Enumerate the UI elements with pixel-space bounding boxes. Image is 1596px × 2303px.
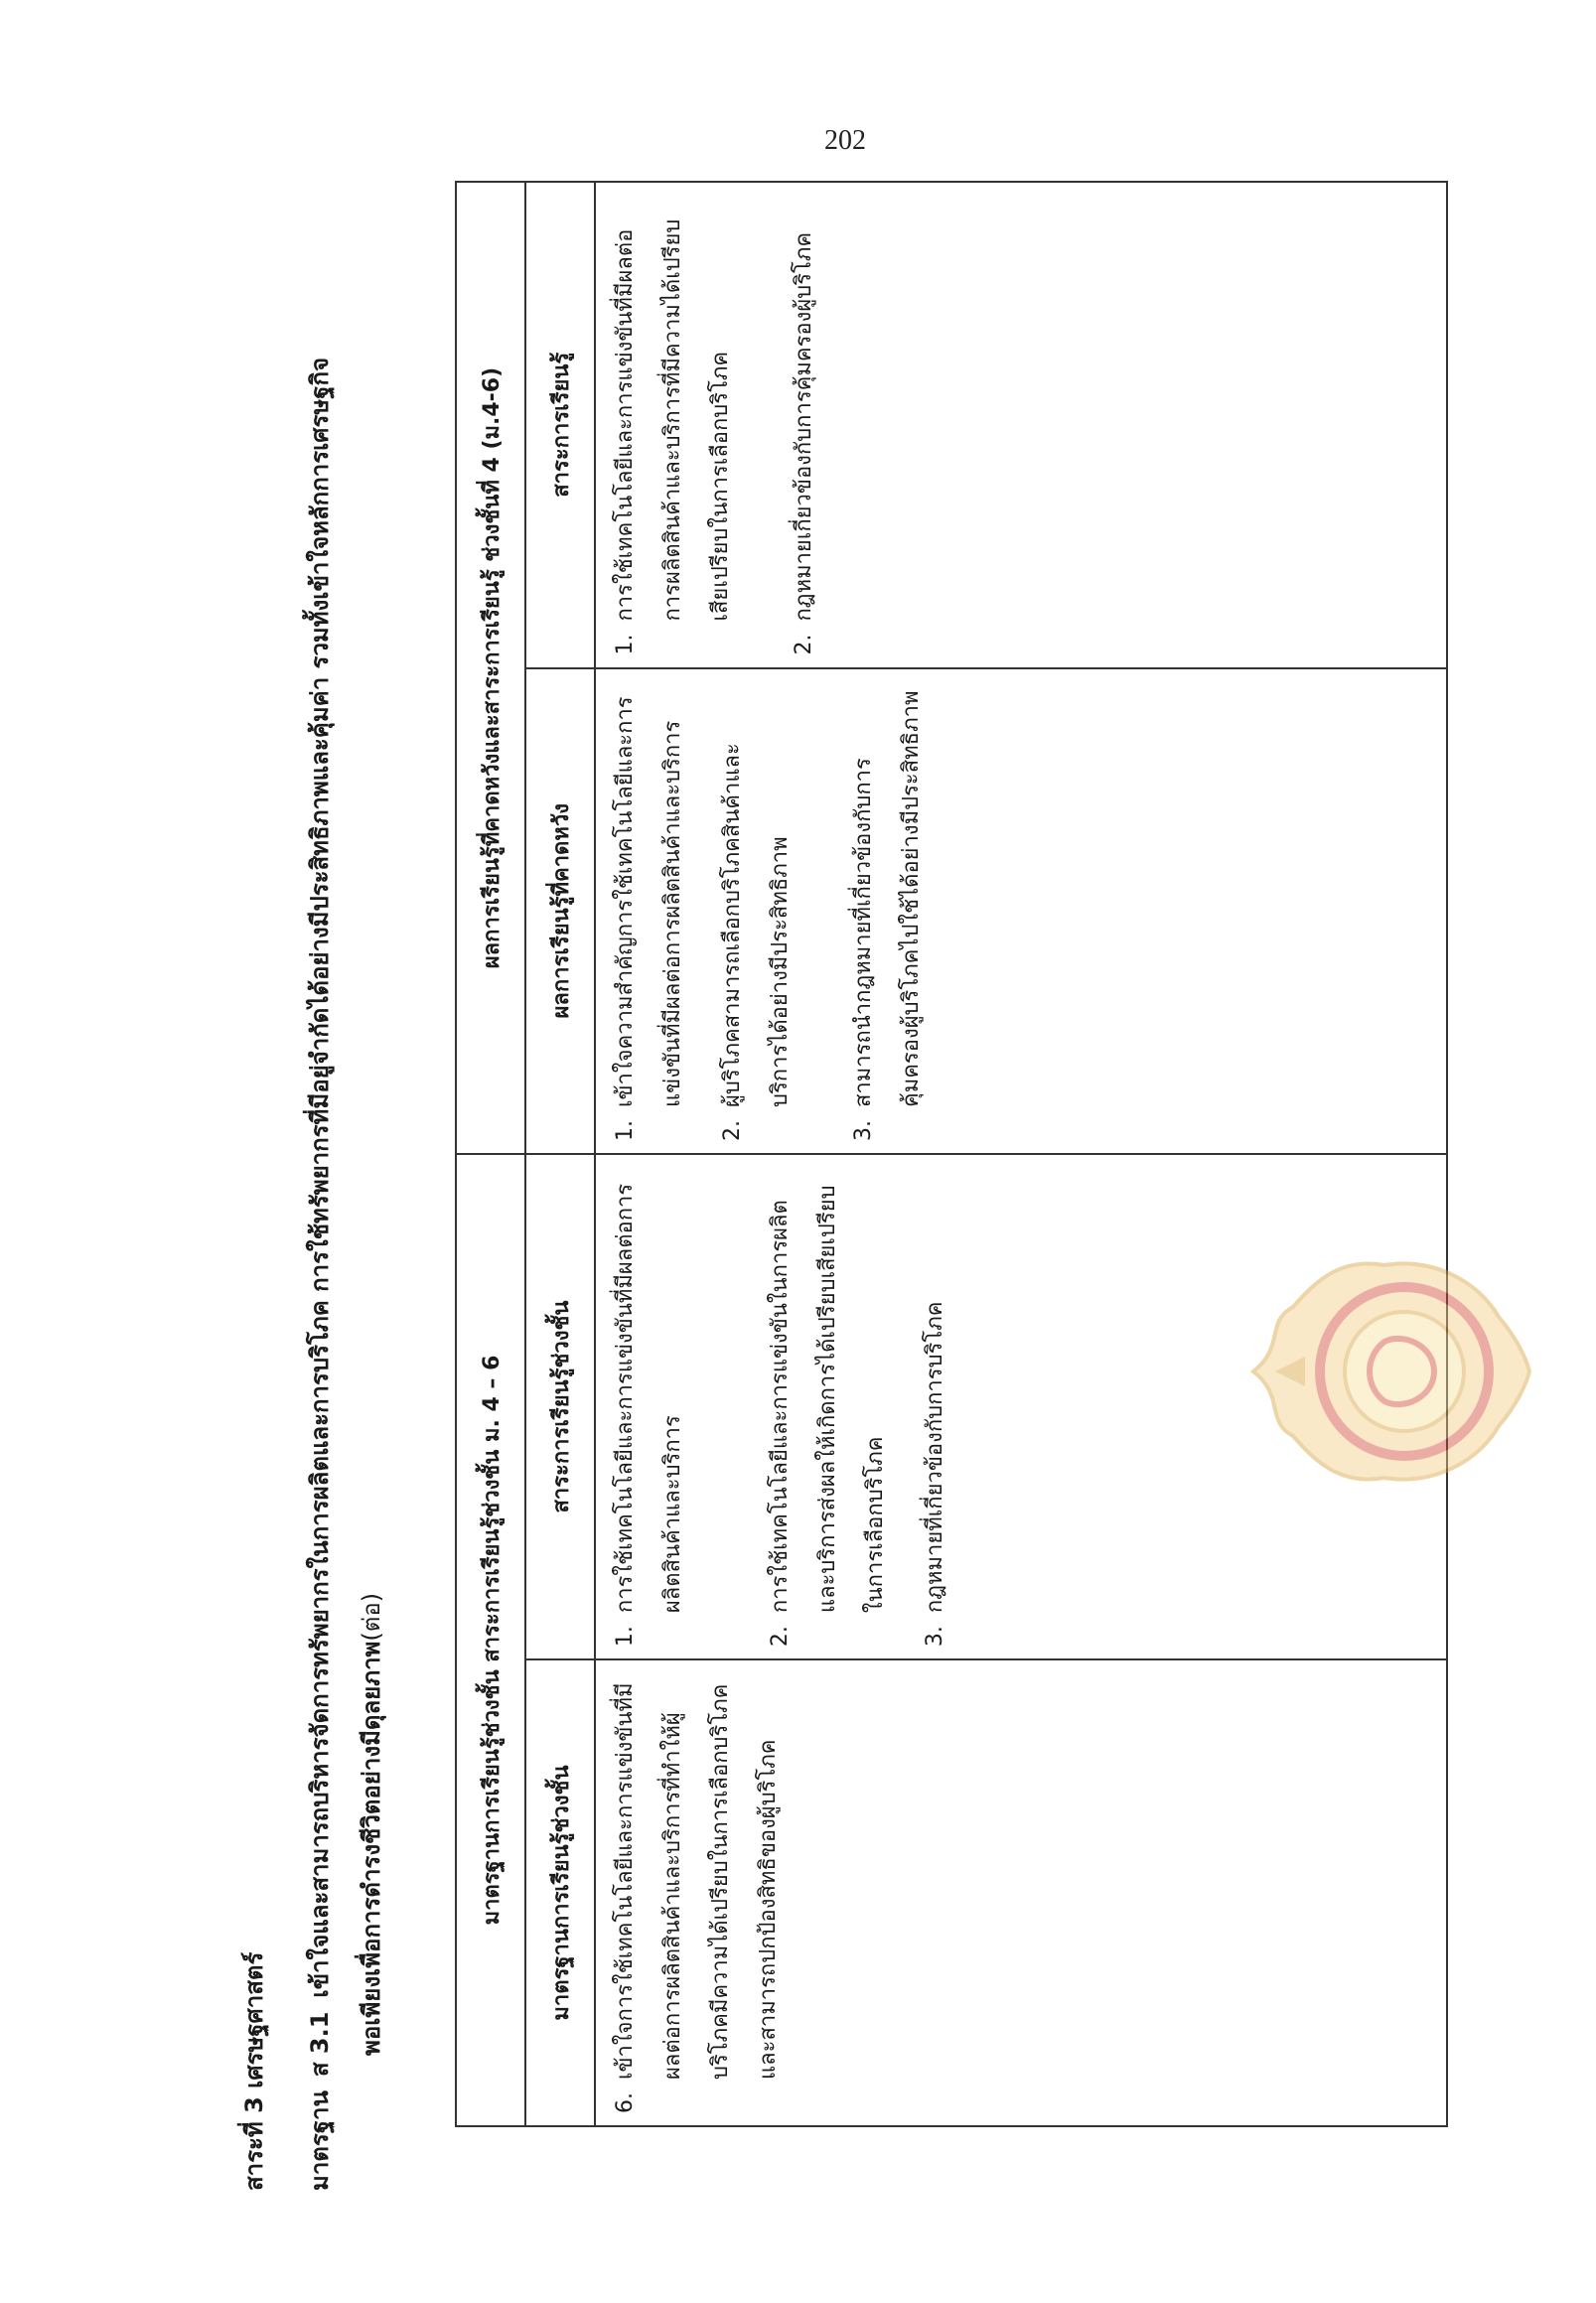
column-header-standard: มาตรฐานการเรียนรู้ช่วงชั้น [525,1659,595,2126]
column-header-learning-content: สาระการเรียนรู้ [525,182,595,668]
item-number: 1. [613,1120,638,1142]
item-text: เข้าใจการใช้เทคโนโลยีและการแข่งขันที่มีผลต่อการผลิตสินค้าและบริการที่ทำให้ผู้บริโภคมีความได้เปรียบในการเลือกบริโภคและสามารถปกป้องสิทธิของผู้บริโภค [613,1682,781,2080]
item-number: 6. [613,2092,638,2113]
list-item [757,1167,900,1647]
group-header-outcomes: ผลการเรียนรู้ที่คาดหวังและสาระการเรียนรู้ ช่วงชั้นที่ 4 (ม.4-6) [456,182,525,1154]
column-header-content: สาระการเรียนรู้ช่วงชั้น [525,1154,595,1659]
standard-text: เข้าใจและสามารถบริหารจัดการทรัพยากรในการผลิตและการบริโภค การใช้ทรัพยากรที่มีอยู่จำกัดได้อย่างมีประสิทธิภาพและคุ้มค่า รวมทั้งเข้าใจหลักการเศรษฐกิจ [306,357,334,1998]
item-number: 3. [923,1626,947,1648]
item-text: กฎหมายที่เกี่ยวข้องกับการบริโภค [923,1301,947,1614]
list-item [602,681,697,1142]
cell-content [595,1154,1447,1659]
item-text: การใช้เทคโนโลยีและการแข่งขันในการผลิตและบริการส่งผลให้เกิดการได้เปรียบเสียเปรียบในการเลือกบริโภค [768,1185,888,1614]
list-item [912,1167,959,1647]
continued-marker: (ต่อ) [358,1592,385,1642]
item-number: 2. [720,1120,745,1142]
standard-continuation [352,1593,390,2056]
item-number: 2. [768,1626,793,1648]
item-number: 3. [851,1120,876,1142]
list-item [709,681,804,1142]
list-item [781,195,828,655]
table-row [595,182,1447,2126]
item-text: การใช้เทคโนโลยีและการแข่งขันที่มีผลต่อการผลิตสินค้าและบริการ [613,1183,685,1614]
list-item [602,1672,793,2113]
item-text: ผู้บริโภคสามารถเลือกบริโภคสินค้าและบริการได้อย่างมีประสิทธิภาพ [720,743,793,1108]
cell-expected-outcome [595,668,1447,1155]
list-item [840,681,936,1142]
item-number: 1. [613,1626,638,1648]
list-item [602,1167,697,1647]
standard-code: ส 3.1 [306,2011,334,2078]
item-number: 1. [613,634,638,655]
column-header-expected-outcome: ผลการเรียนรู้ที่คาดหวัง [525,668,595,1155]
list-item [602,195,745,655]
standard-label: มาตรฐาน [306,2090,334,2191]
group-header-standards: มาตรฐานการเรียนรู้ช่วงชั้น สาระการเรียนรู้ช่วงชั้น ม. 4 – 6 [456,1154,525,2126]
item-text: เข้าใจความสำคัญการใช้เทคโนโลยีและการแข่งขันที่มีผลต่อการผลิตสินค้าและบริการ [613,696,685,1108]
item-number: 2. [792,634,816,655]
page-number: 202 [824,125,866,156]
curriculum-table [455,181,1448,2127]
item-text: การใช้เทคโนโลยีและการแข่งขันที่มีผลต่อการผลิตสินค้าและบริการที่มีความได้เปรียบ เสียเปรียบในการเลือกบริโภค [613,218,733,622]
standard-heading [300,358,339,2191]
standard-continuation-text: พอเพียงเพื่อการดำรงชีวิตอย่างมีดุลยภาพ [358,1641,385,2056]
rotated-page-content [234,165,1496,2191]
cell-learning-content [595,182,1447,668]
item-text: สามารถนำกฎหมายที่เกี่ยวข้องกับการคุ้มครองผู้บริโภคไปใช้ได้อย่างมีประสิทธิภาพ [851,690,924,1108]
item-text: กฎหมายเกี่ยวข้องกับการคุ้มครองผู้บริโภค [792,231,816,622]
cell-standard [595,1659,1447,2126]
strand-title: สาระที่ 3 เศรษฐศาสตร์ [240,1951,268,2191]
